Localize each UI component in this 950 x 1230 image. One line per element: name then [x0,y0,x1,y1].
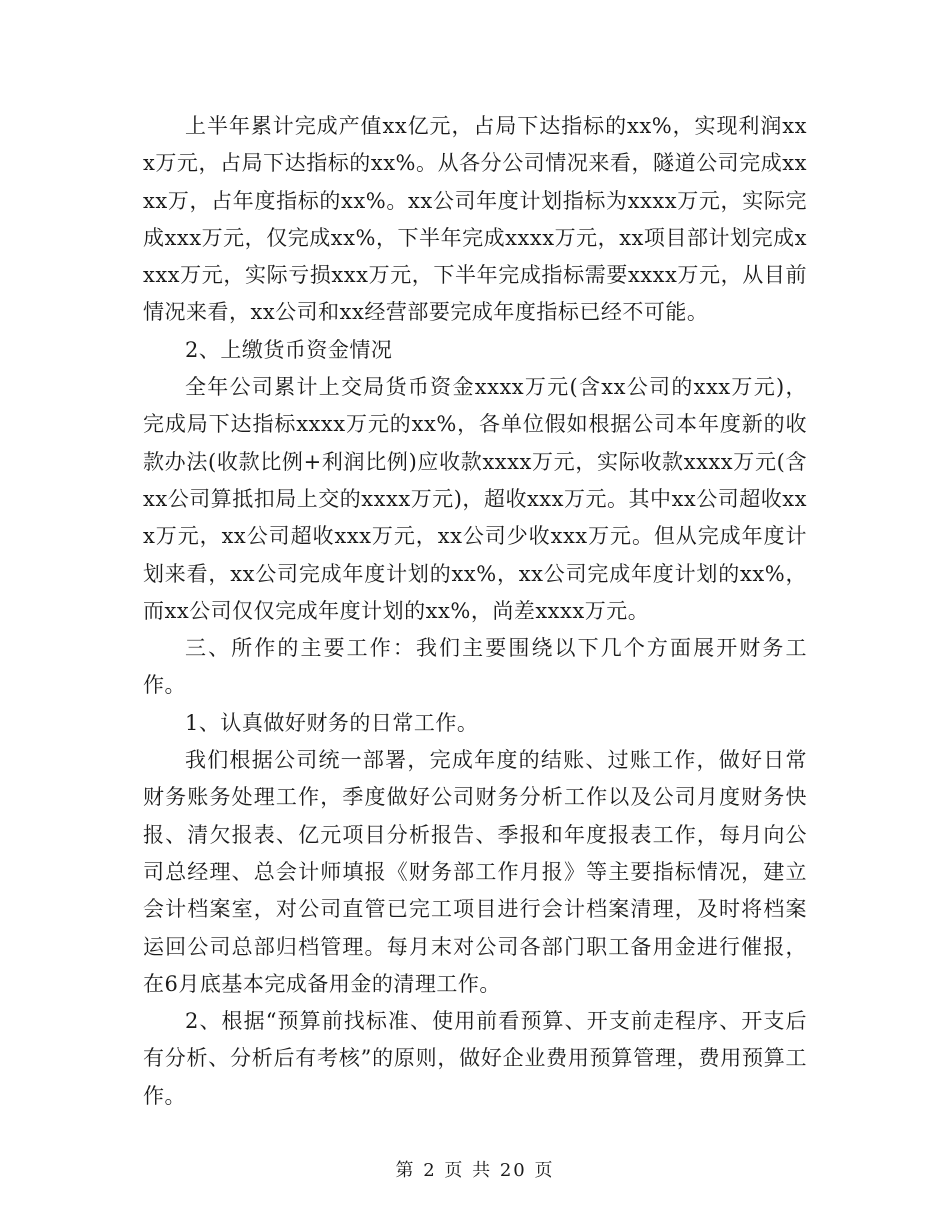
paragraph-output-value: 上半年累计完成产值xx亿元，占局下达指标的xx%，实现利润xxx万元，占局下达指标的xx%。从各分公司情况来看，隧道公司完成xxxx万，占年度指标的xx%。xx公司年度计划指标为xxxx万元，实际完成xxx万元，仅完成xx%，下半年完成xxxx万元，xx项目部计划完成xxxx万元，实际亏损xxx万元，下半年完成指标需要xxxx万元，从目前情况来看，xx公司和xx经营部要完成年度指标已经不可能。 [143,114,807,325]
paragraph-daily-work: 我们根据公司统一部署，完成年度的结账、过账工作，做好日常财务账务处理工作，季度做好公司财务分析工作以及公司月度财务快报、清欠报表、亿元项目分析报告、季报和年度报表工作，每月向公司总经理、总会计师填报《财务部工作月报》等主要指标情况，建立会计档案室，对公司直管已完工项目进行会计档案清理，及时将档案运回公司总部归档管理。每月末对公司各部门职工备用金进行催报，在6月底基本完成备用金的清理工作。 [143,748,807,996]
paragraph-budget-management: 2、根据“预算前找标准、使用前看预算、开支前走程序、开支后有分析、分析后有考核”的原则，做好企业费用预算管理，费用预算工作。 [143,1009,807,1108]
heading-main-work: 三、所作的主要工作：我们主要围绕以下几个方面展开财务工作。 [143,636,807,698]
heading-cash-remittance: 2、上缴货币资金情况 [185,337,393,362]
page-number-footer: 第 2 页 共 20 页 [395,1160,555,1181]
heading-daily-work: 1、认真做好财务的日常工作。 [185,710,479,735]
paragraph-cash-remittance: 全年公司累计上交局货币资金xxxx万元(含xx公司的xxx万元)，完成局下达指标xxxx万元的xx%，各单位假如根据公司本年度新的收款办法(收款比例+利润比例)应收款xxxx万元，实际收款xxxx万元(含xx公司算抵扣局上交的xxxx万元)，超收xxx万元。其中xx公司超收xxx万元，xx公司超收xxx万元，xx公司少收xxx万元。但从完成年度计划来看，xx公司完成年度计划的xx%，xx公司完成年度计划的xx%，而xx公司仅仅完成年度计划的xx%，尚差xxxx万元。 [143,375,807,623]
document-body [143,108,807,1115]
